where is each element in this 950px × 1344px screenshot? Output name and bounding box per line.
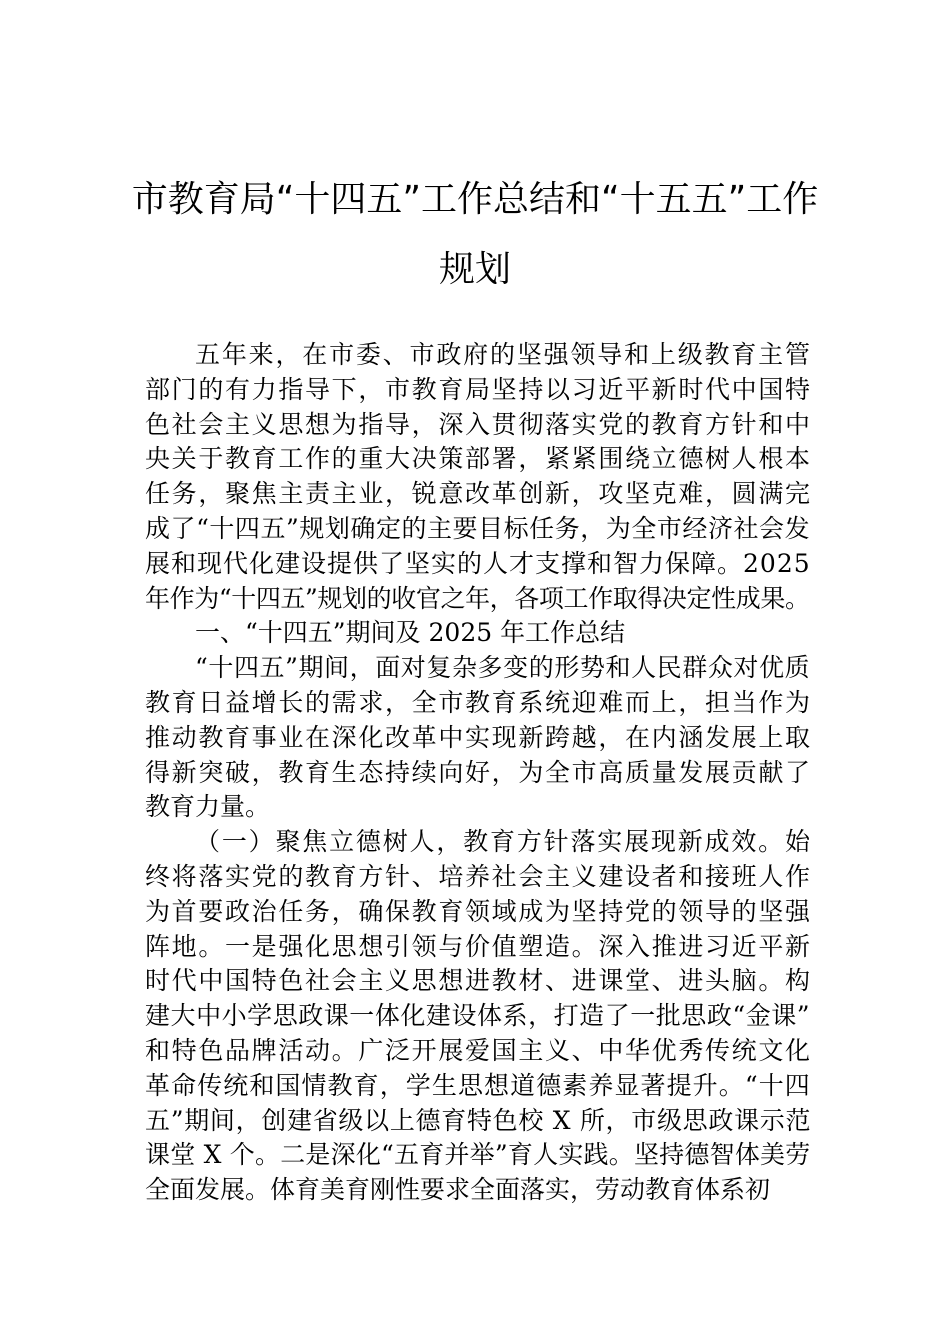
body-text-line: 推动教育事业在深化改革中实现新跨越，在内涵发展上取 <box>145 722 812 752</box>
body-text-line: 教育力量。 <box>145 792 271 822</box>
body-text-line: 建大中小学思政课一体化建设体系，打造了一批思政“金课” <box>145 1001 811 1031</box>
body-text-line: 一、“十四五”期间及 2025 年工作总结 <box>195 618 626 648</box>
body-text-line: 终将落实党的教育方针、培养社会主义建设者和接班人作 <box>145 861 812 891</box>
body-text-line: 时代中国特色社会主义思想进教材、进课堂、进头脑。构 <box>145 966 812 996</box>
body-text-line: 阵地。一是强化思想引领与价值塑造。深入推进习近平新 <box>145 931 812 961</box>
body-text-line: 五年来，在市委、市政府的坚强领导和上级教育主管 <box>195 340 812 369</box>
body-text-line: 教育日益增长的需求，全市教育系统迎难而上，担当作为 <box>145 687 812 717</box>
document-title-line-1: 市教育局“十四五”工作总结和“十五五”工作 <box>131 179 819 220</box>
body-text-line: 革命传统和国情教育，学生思想道德素养显著提升。“十四 <box>145 1070 811 1100</box>
body-text-line: （一）聚焦立德树人，教育方针落实展现新成效。始 <box>195 827 812 857</box>
body-text-line: 五”期间，创建省级以上德育特色校 X 所，市级思政课示范 <box>145 1105 812 1135</box>
body-text-line: 展和现代化建设提供了坚实的人才支撑和智力保障。2025 <box>145 548 811 578</box>
body-text-line: 全面发展。体育美育刚性要求全面落实，劳动教育体系初 <box>145 1175 771 1205</box>
body-text-line: 和特色品牌活动。广泛开展爱国主义、中华优秀传统文化 <box>145 1035 812 1065</box>
body-text-line: 课堂 X 个。二是深化“五育并举”育人实践。坚持德智体美劳 <box>145 1140 811 1170</box>
body-text-line: 部门的有力指导下，市教育局坚持以习近平新时代中国特 <box>145 374 812 404</box>
body-text-line: 色社会主义思想为指导，深入贯彻落实党的教育方针和中 <box>145 409 812 439</box>
body-text-line: “十四五”期间，面对复杂多变的形势和人民群众对优质 <box>195 653 811 683</box>
body-text-line: 央关于教育工作的重大决策部署，紧紧围绕立德树人根本 <box>145 444 812 474</box>
body-text-line: 任务，聚焦主责主业，锐意改革创新，攻坚克难，圆满完 <box>145 479 812 509</box>
body-text-line: 年作为“十四五”规划的收官之年，各项工作取得决定性成果。 <box>145 583 810 613</box>
body-text-line: 为首要政治任务，确保教育领域成为坚持党的领导的坚强 <box>145 896 812 926</box>
body-text-line: 成了“十四五”规划确定的主要目标任务，为全市经济社会发 <box>145 513 811 543</box>
document-body <box>145 338 810 1208</box>
body-text-line: 得新突破，教育生态持续向好，为全市高质量发展贡献了 <box>145 757 812 787</box>
document-title-line-2: 规划 <box>438 249 511 290</box>
